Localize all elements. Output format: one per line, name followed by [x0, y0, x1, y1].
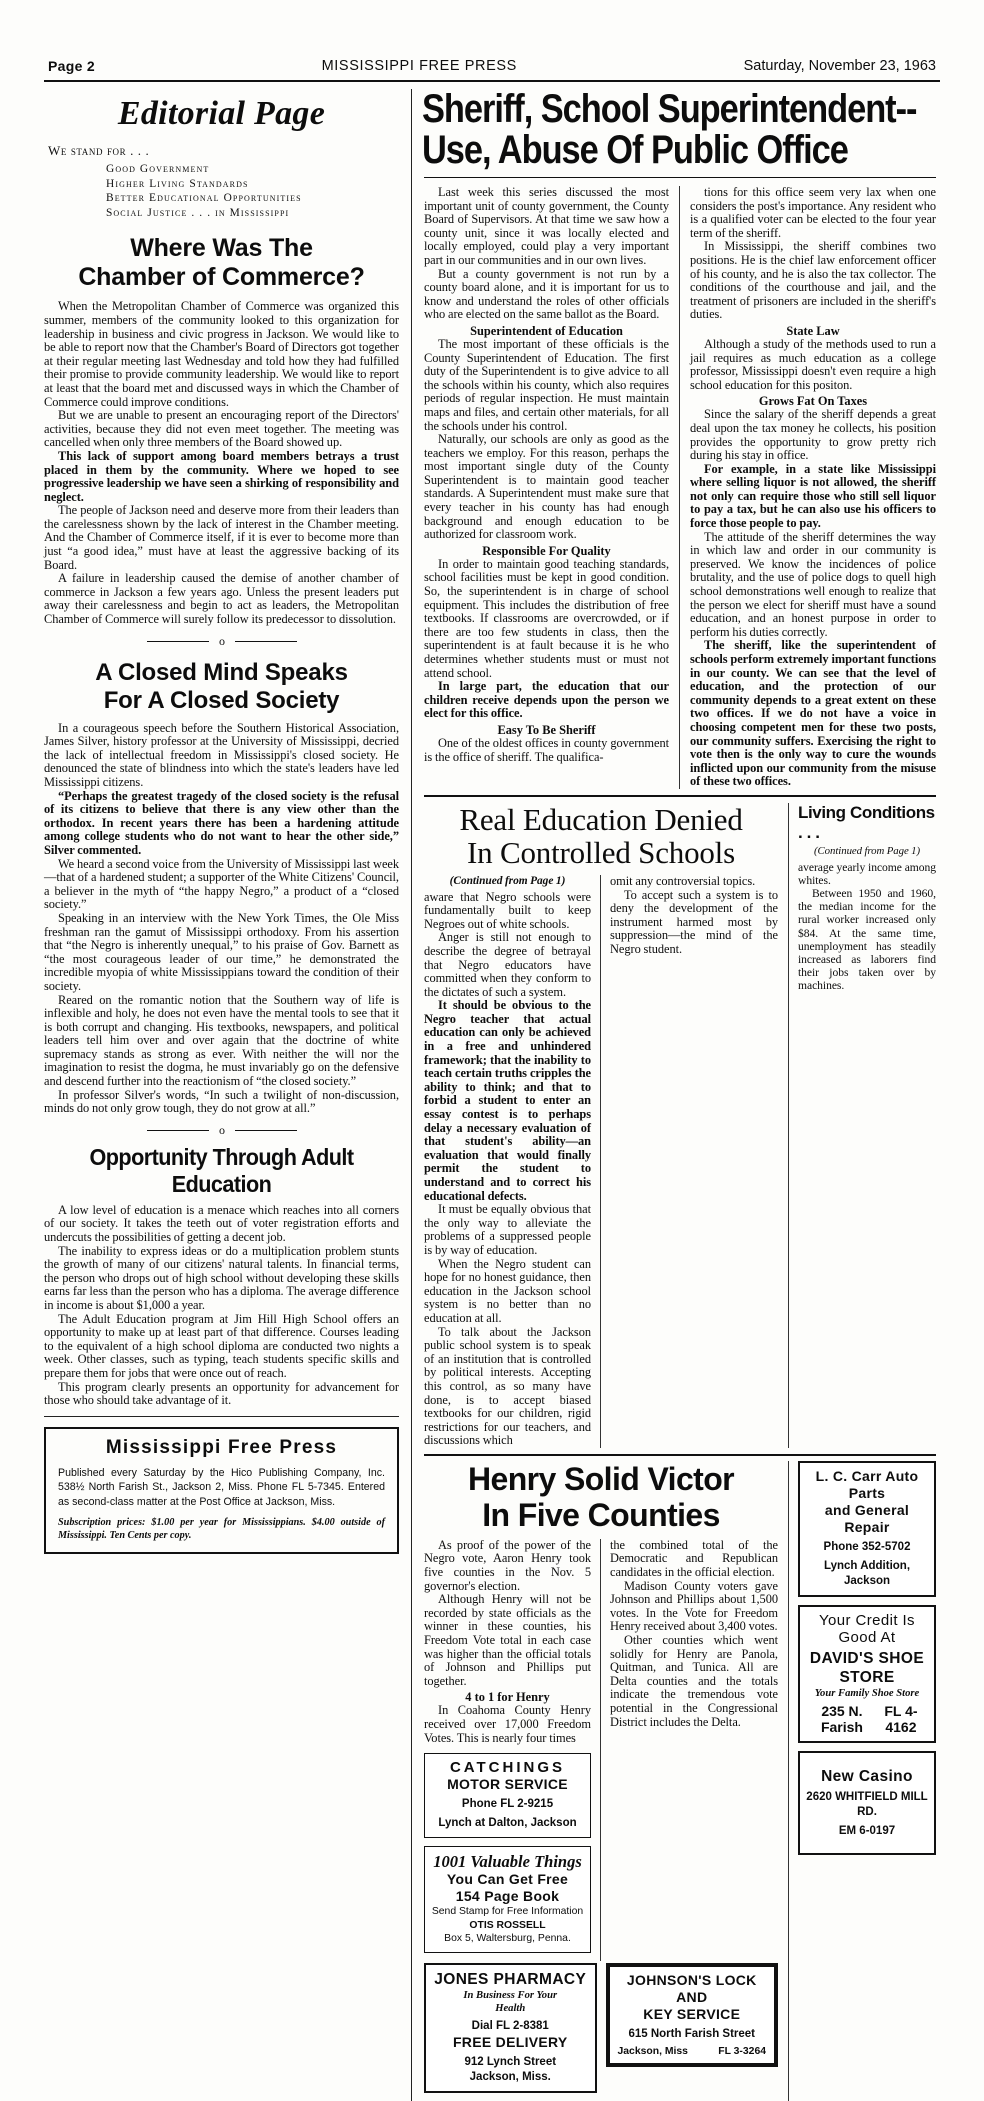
sheriff-bold-para: For example, in a state like Mississippi where selling liquor is not allowed, the sheriff not only can require those who still sell liquor to pay a tax, but he can also use his officers to force those people to pay. — [690, 461, 936, 531]
ad-carr-phone: Phone 352-5702 — [823, 1540, 911, 1553]
opportunity-para: The inability to express ideas or do a multiplication problem stunts the growth of many of our citizens' natural talents. In financial terms, the person who drops out of high school without developing these skills earns far less than the person who has a diploma. The average difference in income is about $1,000 a year. — [44, 1243, 399, 1312]
sheriff-subhead: Responsible For Quality — [482, 543, 611, 558]
ad-davids-contact-row — [806, 1703, 928, 1735]
sheriff-para: Last week this series discussed the most important unit of county government, the County Board of Supervisors. At that time we saw how a county unit, since it was locally elected and locally employed, could play a very important part in our communities and in our own lives. — [424, 185, 669, 267]
ad-jones-tagline-2: Health — [495, 2002, 526, 2014]
we-stand-for-label: We stand for . . . — [48, 143, 150, 158]
news-column — [412, 89, 936, 2101]
flag-paper-name: Mississippi Free Press — [105, 1436, 338, 1458]
henry-column-2 — [601, 1539, 778, 1961]
continued-from-label: (Continued from Page 1) — [813, 844, 921, 857]
sheriff-subhead: Easy To Be Sheriff — [497, 722, 596, 737]
ad-carr-line1: L. C. Carr Auto Parts — [815, 1467, 919, 1501]
ad-johnsons-city: Jackson, Miss — [617, 2045, 688, 2057]
real-education-para: Anger is still not enough to describe the degree of betrayal that Negro educators have committed when they conform to the dictates of such a system. — [424, 930, 591, 999]
ad-catchings-motor-service[interactable] — [424, 1753, 591, 1838]
real-education-headline-line1: Real Education Denied — [459, 801, 743, 837]
sheriff-subhead: Superintendent of Education — [470, 323, 623, 338]
flag-subscription-info: Subscription prices: $1.00 per year for Mississippians. $4.00 outside of Mississippi. Ten Cents per copy. — [58, 1517, 385, 1542]
ad-davids-name: DAVID'S SHOE STORE — [809, 1649, 925, 1686]
sheriff-headline-rule — [424, 177, 936, 178]
continued-from-label: (Continued from Page 1) — [449, 874, 566, 887]
henry-article — [424, 1461, 789, 2101]
ad-catchings-address: Lynch at Dalton, Jackson — [438, 1817, 577, 1830]
ad-row-bottom-left — [424, 1963, 778, 2101]
issue-date: Saturday, November 23, 1963 — [743, 58, 936, 74]
real-education-section — [424, 795, 936, 1448]
ad-davids-address: 235 N. Farish — [820, 1702, 863, 1735]
chamber-para: The people of Jackson need and deserve more from their leaders than the carelessness shown by the lack of interest in the Chamber meeting. And the Chamber of Commerce itself, if it is ever to become more than just “a good idea,” must have at least the aggressive backing of its Board. — [44, 503, 399, 572]
sheriff-article-body — [424, 186, 936, 789]
real-education-article — [424, 803, 789, 1448]
ad-jones-pharmacy[interactable] — [424, 1963, 597, 2093]
chamber-headline-line1: Where Was The — [130, 234, 313, 263]
real-education-body — [424, 875, 778, 1448]
real-education-column-1 — [424, 875, 601, 1448]
closed-mind-headline — [44, 659, 399, 715]
ad-jones-delivery: FREE DELIVERY — [452, 2033, 568, 2050]
ad-johnsons-lock-and-key[interactable] — [606, 1963, 779, 2067]
real-education-para: To accept such a system is to deny the development of the instrument harmed most by suppression—the mind of the Negro student. — [610, 887, 778, 956]
sheriff-headline-line2: Use, Abuse Of Public Office — [422, 128, 848, 172]
henry-headline-line1: Henry Solid Victor — [467, 1460, 734, 1497]
ad-davids-shoe-store[interactable] — [798, 1605, 936, 1743]
opportunity-para: This program clearly presents an opportunity for advancement for those who should take advantage of it. — [44, 1379, 399, 1408]
ad-book-address: Box 5, Waltersburg, Penna. — [444, 1933, 571, 1945]
sheriff-para: tions for this office seem very lax when one considers the post's importance. Any resident who is a qualified voter can be elected to the four year term of the sheriff. — [690, 185, 936, 240]
ad-davids-credit-line: Your Credit Is Good At — [819, 1611, 915, 1646]
ad-book-advertiser: OTIS ROSSELL — [469, 1919, 546, 1931]
ad-casino-address: 2620 WHITFIELD MILL RD. — [806, 1790, 928, 1818]
henry-headline-line2: In Five Counties — [482, 1496, 720, 1533]
henry-column-1 — [424, 1539, 601, 1961]
sheriff-subhead: State Law — [786, 323, 840, 338]
ad-jones-address-1: 912 Lynch Street — [464, 2055, 557, 2068]
closed-mind-para: Speaking in an interview with the New York Times, the Ole Miss freshman ran the gamut of Mississippi orthodoxy. From his assertion that “the Negro is inherently unequal,” to his praise of Gov. Barnett as “the most courageous leader of our time,” he demonstrated the incredible myopia of white Mississippians toward the condition of their society. — [44, 910, 399, 993]
creed-item: Good Government — [106, 163, 210, 175]
ad-book-line2: You Can Get Free — [446, 1871, 569, 1888]
editorial-page-title: Editorial Page — [117, 95, 326, 132]
ad-lc-carr-auto-parts[interactable] — [798, 1461, 936, 1597]
sheriff-bold-para: In large part, the education that our children receive depends upon the person we elect for this office. — [424, 679, 669, 721]
ad-new-casino[interactable] — [798, 1751, 936, 1855]
page-number: Page 2 — [48, 58, 95, 74]
sheriff-column-1 — [424, 186, 680, 789]
sheriff-para: The most important of these officials is the County Superintendent of Education. The first duty of the Superintendent is to give advice to all the schools within his county, which also requires periods of regular inspection. He must maintain maps and files, and certain other materials, for all the schools under his control. — [424, 336, 669, 433]
sheriff-para: In order to maintain good teaching standards, school facilities must be kept in good condition. So, the superintendent is in charge of school equipment. This includes the distribution of free textbooks. If classrooms are overcrowded, or if there are too few students in class, then the superintendent is at fault because it is he who determines whether students must or must not attend school. — [424, 556, 669, 680]
sheriff-para: Since the salary of the sheriff depends a great deal upon the tax money he collects, his position provides the opportunity to grow pretty rich during his stay in office. — [690, 407, 936, 463]
henry-para: Other counties which went solidly for Henry are Panola, Quitman, and Tunica. All are Delta counties and the totals indicate the tremendous vote potential in the Congressional District includes the Delta. — [610, 1633, 778, 1729]
real-education-para: When the Negro student can hope for no honest guidance, then education in the Jackson school system is no better than no education at all. — [424, 1256, 591, 1325]
creed-item: Social Justice . . . in Mississippi — [106, 206, 290, 219]
page-header — [44, 58, 940, 78]
closed-mind-bold-para: “Perhaps the greatest tragedy of the closed society is the refusal of its citizens to believe that there is any view other than the orthodox. In recent years there has been a hardening attitude among college students who do not want to hear the other side,” Silver commented. — [44, 788, 399, 857]
real-education-bold-para: It should be obvious to the Negro teacher that actual education can only be achieved in a free and unhindered framework; that the inability to teach certain truths cripples the ability to think; and that to forbid a student to enter an essay contest is to perhaps delay a necessary evaluation of that student's ability—an evaluation that would finally permit the student to understand and to correct his educational defects. — [424, 998, 591, 1203]
chamber-para: A failure in leadership caused the demise of another chamber of commerce in Jackson a few years ago. Unless the present leaders put away their carelessness and begin to act as leaders, the Metropolitan Chamber of Commerce will surely follow its predecessor to dissolution. — [44, 571, 399, 627]
ad-stack-left — [424, 1753, 591, 1953]
ad-catchings-line1: CATCHINGS — [449, 1759, 566, 1777]
sheriff-column-2 — [680, 186, 936, 789]
ad-davids-phone: FL 4-4162 — [884, 1702, 918, 1735]
masthead-flag — [44, 1427, 399, 1555]
real-education-headline-line2: In Controlled Schools — [467, 834, 735, 870]
paper-name: MISSISSIPPI FREE PRESS — [321, 58, 517, 74]
chamber-headline-line2: Chamber of Commerce? — [78, 263, 365, 292]
sheriff-para: The attitude of the sheriff determines the way in which law and order in our community is preserved. We know the incidences of police brutality, and the use of police dogs to quell high school demonstrations well enough to realize that the person we elect for sheriff must have a sound education, and an honest purpose in order to perform his duties correctly. — [690, 529, 936, 639]
sheriff-para: But a county government is not run by a county board alone, and it is important for us to know and understand the roles of other officials who are elected on the same ballot as the Board. — [424, 266, 669, 322]
living-conditions-para: Between 1950 and 1960, the median income for the rural worker increased only $84. At the same time, unemployment has steadily increased as laborers find their jobs taken over by machines. — [798, 886, 936, 993]
ad-johnsons-address: 615 North Farish Street — [628, 2027, 756, 2040]
closed-mind-para: In professor Silver's words, “In such a twilight of non-discussion, minds do not only grow tough, they do not grow at all.” — [44, 1087, 399, 1116]
henry-para: As proof of the power of the Negro vote, Aaron Henry took five counties in the Nov. 5 governor's election. — [424, 1537, 591, 1593]
creed-list — [106, 162, 399, 220]
sheriff-para: Naturally, our schools are only as good as the teachers we employ. For this reason, perhaps the most important single duty of the County Superintendent is to maintain good teacher standards. A Superintendent must make sure that every teacher in his county has had enough background and enough education to be authorized for classroom work. — [424, 432, 669, 542]
chamber-para: But we are unable to present an encouraging report of the Directors' activities, because they did not even meet together. The meeting was cancelled when only three members of the Board showed up. — [44, 408, 399, 450]
living-conditions-para: average yearly income among whites. — [798, 860, 936, 887]
ad-casino-name: New Casino — [821, 1767, 913, 1785]
ad-book-line1: 1001 Valuable Things — [433, 1852, 582, 1872]
chamber-bold-para: This lack of support among board members betrays a trust placed in them by the community. Where we hoped to see progressive leadership we have seen a shirking of responsibility and neglect. — [44, 448, 399, 504]
section-dinkus: o — [44, 634, 399, 649]
ad-1001-valuable-things[interactable] — [424, 1846, 591, 1953]
sheriff-subhead: Grows Fat On Taxes — [758, 394, 868, 409]
opportunity-para: The Adult Education program at Jim Hill High School offers an opportunity to make up at least part of that difference. Courses leading to the equivalent of a high school diploma are conducted two nights a week. Other classes, such as typing, teach students specific skills and prepare them for jobs that were once out of reach. — [44, 1311, 399, 1380]
sheriff-bold-para: The sheriff, like the superintendent of schools perform extremely important functions in our county. We can see that the level of education, and the protection of our community depends to a great extent on these two offices. If we do not have a voice in choosing competent men for these two posts, our community suffers. Exercising the right to vote then is the only way to cure the wounds inflicted upon our community from the misuse of these two offices. — [690, 638, 936, 789]
real-education-para: aware that Negro schools were fundamentally built to keep Negroes out of white schools. — [424, 889, 591, 931]
living-conditions-headline: Living Conditions . . . — [798, 802, 935, 842]
sheriff-headline — [422, 89, 933, 171]
chamber-headline — [44, 234, 399, 292]
henry-para: the combined total of the Democratic and Republican candidates in the official election. — [610, 1537, 778, 1580]
closed-mind-para: We heard a second voice from the University of Mississippi last week—that of a hardened student; a supporter of the White Citizens' Council, a believer in the myth of “the happy Negro,” a product of a “closed society.” — [44, 856, 399, 912]
sheriff-headline-line1: Sheriff, School Superintendent-- — [422, 87, 917, 131]
editorial-column — [44, 89, 412, 2101]
closed-mind-para: Reared on the romantic notion that the Southern way of life is inflexible and holy, he does not even have the mental tools to see that it is both corrupt and changing. His textbooks, newspapers, and political leaders tell him over and over again that the doctrine of white supremacy stands as strong as ever. With neither the will nor the imagination to resist the dogma, he must invariably go on the defensive and descend further into the reactionism of “the closed society.” — [44, 992, 399, 1089]
ad-johnsons-contact-row — [616, 2046, 769, 2057]
sheriff-para: One of the oldest offices in county government is the office of sheriff. The qualifica- — [424, 735, 669, 764]
real-education-column-2 — [601, 875, 778, 1448]
closed-mind-para: In a courageous speech before the Southern Historical Association, James Silver, history professor at the University of Mississippi, decried the lack of intellectual freedom in Mississippi's closed society. He denounced the state of blindness into which the state's leaders have led Mississippi citizens. — [44, 720, 399, 789]
ad-johnsons-line2: KEY SERVICE — [643, 2005, 741, 2022]
real-education-para: It must be equally obvious that the only way to alleviate the problems of a suppressed people is by way of education. — [424, 1202, 591, 1257]
henry-headline — [424, 1461, 778, 1533]
living-conditions-article — [789, 803, 936, 1448]
ad-book-line3: 154 Page Book — [455, 1888, 560, 1905]
ad-jones-dial: Dial FL 2-8381 — [471, 2019, 549, 2032]
opportunity-para: A low level of education is a menace which reaches into all corners of our society. It takes the teeth out of voter registration efforts and undercuts the possibilities of getting a decent job. — [44, 1202, 399, 1245]
creed-item: Better Educational Opportunities — [106, 192, 302, 205]
henry-subhead: 4 to 1 for Henry — [465, 1690, 550, 1705]
ad-catchings-phone: Phone FL 2-9215 — [461, 1798, 554, 1811]
living-conditions-body — [798, 861, 936, 993]
ad-jones-address-2: Jackson, Miss. — [469, 2070, 551, 2083]
ad-jones-tagline-1: In Business For Your — [463, 1989, 558, 2001]
henry-para: In Coahoma County Henry received over 17,000 Freedom Votes. This is nearly four times — [424, 1703, 591, 1745]
closed-mind-headline-line1: A Closed Mind Speaks — [95, 658, 348, 686]
page-body — [44, 89, 940, 2101]
ad-jones-name: JONES PHARMACY — [434, 1970, 587, 1988]
header-divider — [44, 80, 940, 82]
sheriff-para: In Mississippi, the sheriff combines two positions. He is the chief law enforcement officer of his county, and he is also the tax collector. The conditions of the courthouse and jail, and the treatment of prisoners are included in the sheriff's duties. — [690, 239, 936, 322]
ad-carr-address: Lynch Addition, Jackson — [823, 1559, 911, 1587]
ad-rail — [789, 1461, 936, 2101]
section-dinkus: o — [44, 1123, 399, 1138]
real-education-para: omit any controversial topics. — [610, 873, 756, 888]
henry-section — [424, 1454, 936, 2101]
ad-book-line4: Send Stamp for Free Information — [431, 1906, 584, 1918]
ad-davids-tagline: Your Family Shoe Store — [814, 1687, 920, 1699]
ad-casino-phone: EM 6-0197 — [838, 1824, 896, 1837]
ad-johnsons-line1: JOHNSON'S LOCK AND — [626, 1971, 757, 2005]
chamber-para: When the Metropolitan Chamber of Commerce was organized this summer, members of the community looked to this organization for leadership in business and civic progress in Jackson. We would like to be able to report now that the Chamber's Board of Directors got together at their regular meeting last Wednesday and told how they had fulfilled their promise to provide community leadership. We would like to report at least that the board met and discussed ways in which the Chamber of Commerce could improve conditions. — [44, 299, 399, 409]
creed-item: Higher Living Standards — [106, 177, 249, 190]
flag-publication-info: Published every Saturday by the Hico Publishing Company, Inc. 538½ North Farish St., Jackson 2, Miss. Phone FL 5-7345. Entered as second-class matter at the Post Office at Jackson, Miss. — [58, 1466, 385, 1508]
flag-divider — [44, 1416, 399, 1417]
real-education-headline — [424, 803, 778, 869]
sheriff-para: Although a study of the methods used to run a jail requires as much education as a college professor, Mississippi doesn't even require a high school education for this positon. — [690, 336, 936, 392]
real-education-para: To talk about the Jackson public school system is to speak of an institution that is controlled by political interests. Accepting this control, as so many have done, is to accept biased textbooks for our children, rigid restrictions for our teachers, and discussions which — [424, 1324, 591, 1448]
henry-para: Madison County voters gave Johnson and Phillips about 1,500 votes. In the Vote for Freedom Henry received about 3,400 votes. — [610, 1578, 778, 1634]
henry-para: Although Henry will not be recorded by state officials as the winner in these counties, his Freedom Vote total in each case was higher than the official totals of Johnson and Phillips put together. — [424, 1592, 591, 1688]
ad-carr-line2: and General Repair — [824, 1501, 910, 1535]
opportunity-headline: Opportunity Through Adult Education — [89, 1143, 354, 1197]
henry-body — [424, 1539, 778, 1961]
closed-mind-headline-line2: For A Closed Society — [103, 686, 340, 714]
ad-johnsons-phone: FL 3-3264 — [718, 2045, 766, 2057]
ad-catchings-line2: MOTOR SERVICE — [447, 1776, 568, 1793]
